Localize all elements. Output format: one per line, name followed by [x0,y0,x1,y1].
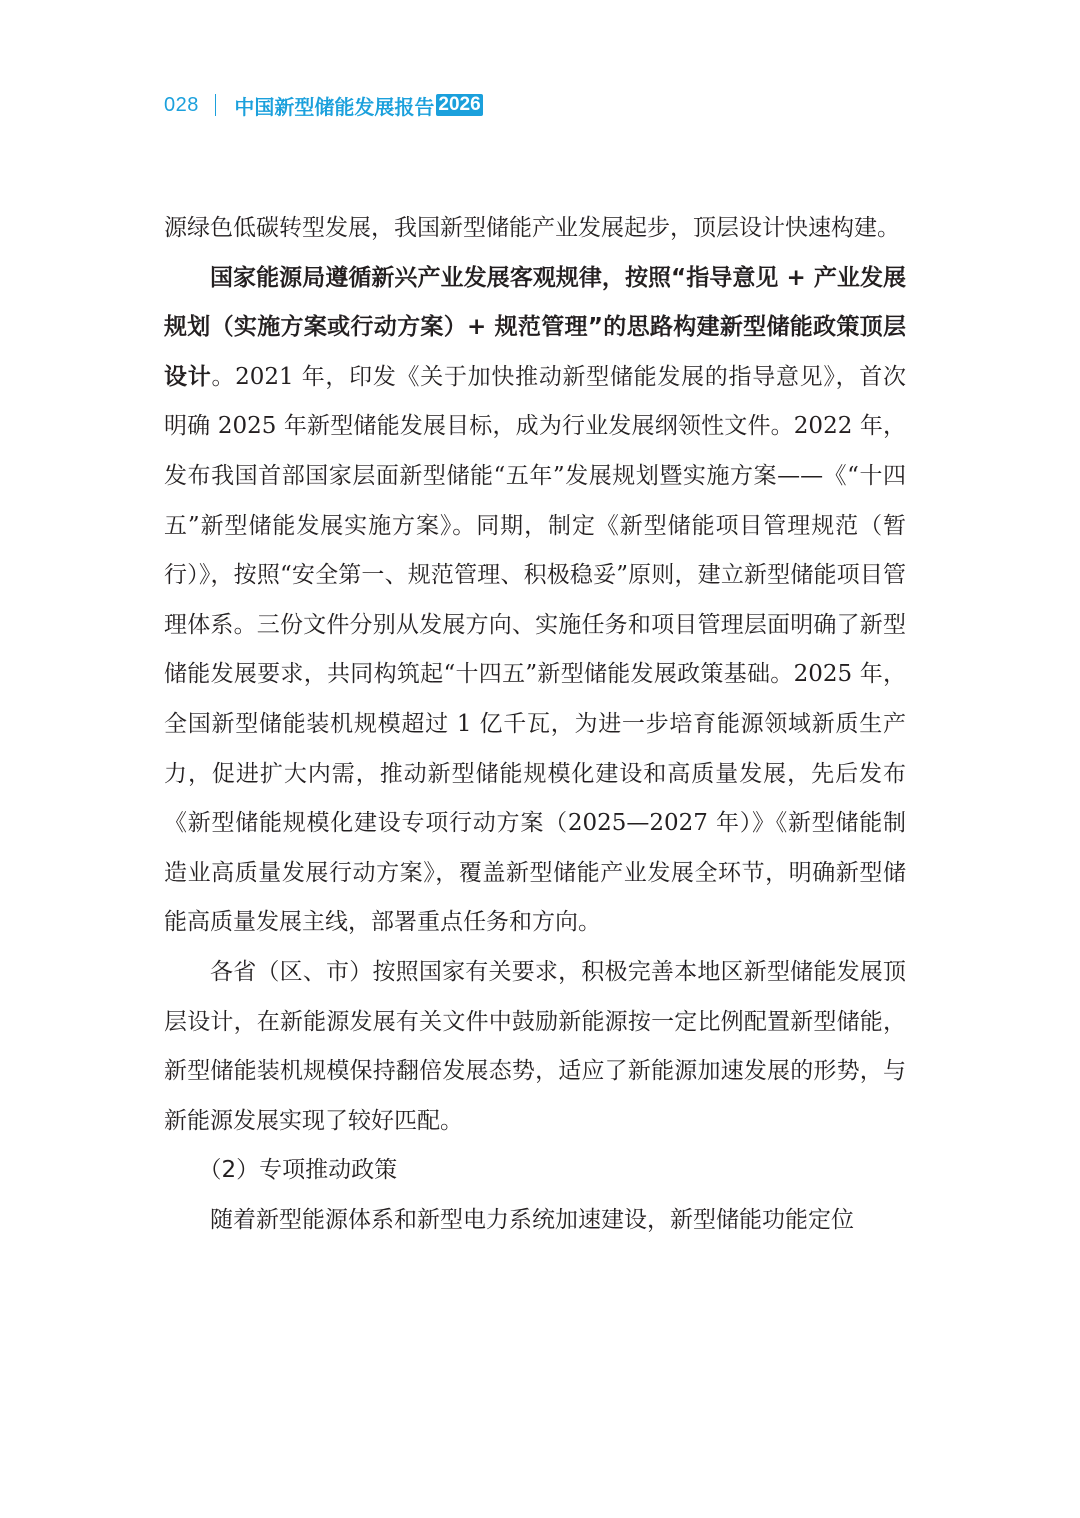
paragraph-2-text: 。2021 年，印发《关于加快推动新型储能发展的指导意见》，首次明确 2025 年新型储能发展目标，成为行业发展纲领性文件。2022 年，发布我国首部国家层面新型储能“五年”发展规划暨实施方案——《“十四五”新型储能发展实施方案》。同期，制定《新型储能项目管理规范（暂行）》，按照“安全第一、规范管理、积极稳妥”原则，建立新型储能项目管理体系。三份文件分别从发展方向、实施任务和项目管理层面明确了新型储能发展要求，共同构筑起“十四五”新型储能发展政策基础。2025 年，全国新型储能装机规模超过 1 亿千瓦，为进一步培育能源领域新质生产力，促进扩大内需，推动新型储能规模化建设和高质量发展，先后发布《新型储能规模化建设专项行动方案（2025—2027 年）》《新型储能制造业高质量发展行动方案》，覆盖新型储能产业发展全环节，明确新型储能高质量发展主线，部署重点任务和方向。 [164,363,906,936]
paragraph-1: 源绿色低碳转型发展，我国新型储能产业发展起步，顶层设计快速构建。 [164,215,900,241]
report-title: 中国新型储能发展报告 [234,94,435,119]
paragraph-2-bold-lead: 国家能源局遵循新兴产业发展客观规律，按照“指导意见 + 产业发展规划（实施方案或行动方案）+ 规范管理”的思路构建新型储能政策顶层设计 [164,264,906,390]
paragraph-3: 各省（区、市）按照国家有关要求，积极完善本地区新型储能发展顶层设计，在新能源发展有关文件中鼓励新能源按一定比例配置新型储能，新型储能装机规模保持翻倍发展态势，适应了新能源加速发展的形势，与新能源发展实现了较好匹配。 [164,958,906,1134]
paragraph-2 [164,254,906,948]
year-badge: 2026 [438,94,481,115]
header-divider [215,94,217,116]
page-header [164,88,483,122]
page-number: 028 [164,93,199,116]
section-subheading: （2）专项推动政策 [198,1157,398,1184]
paragraph-4: 随着新型能源体系和新型电力系统加速建设，新型储能功能定位 [210,1206,854,1233]
body-text [164,204,906,1245]
